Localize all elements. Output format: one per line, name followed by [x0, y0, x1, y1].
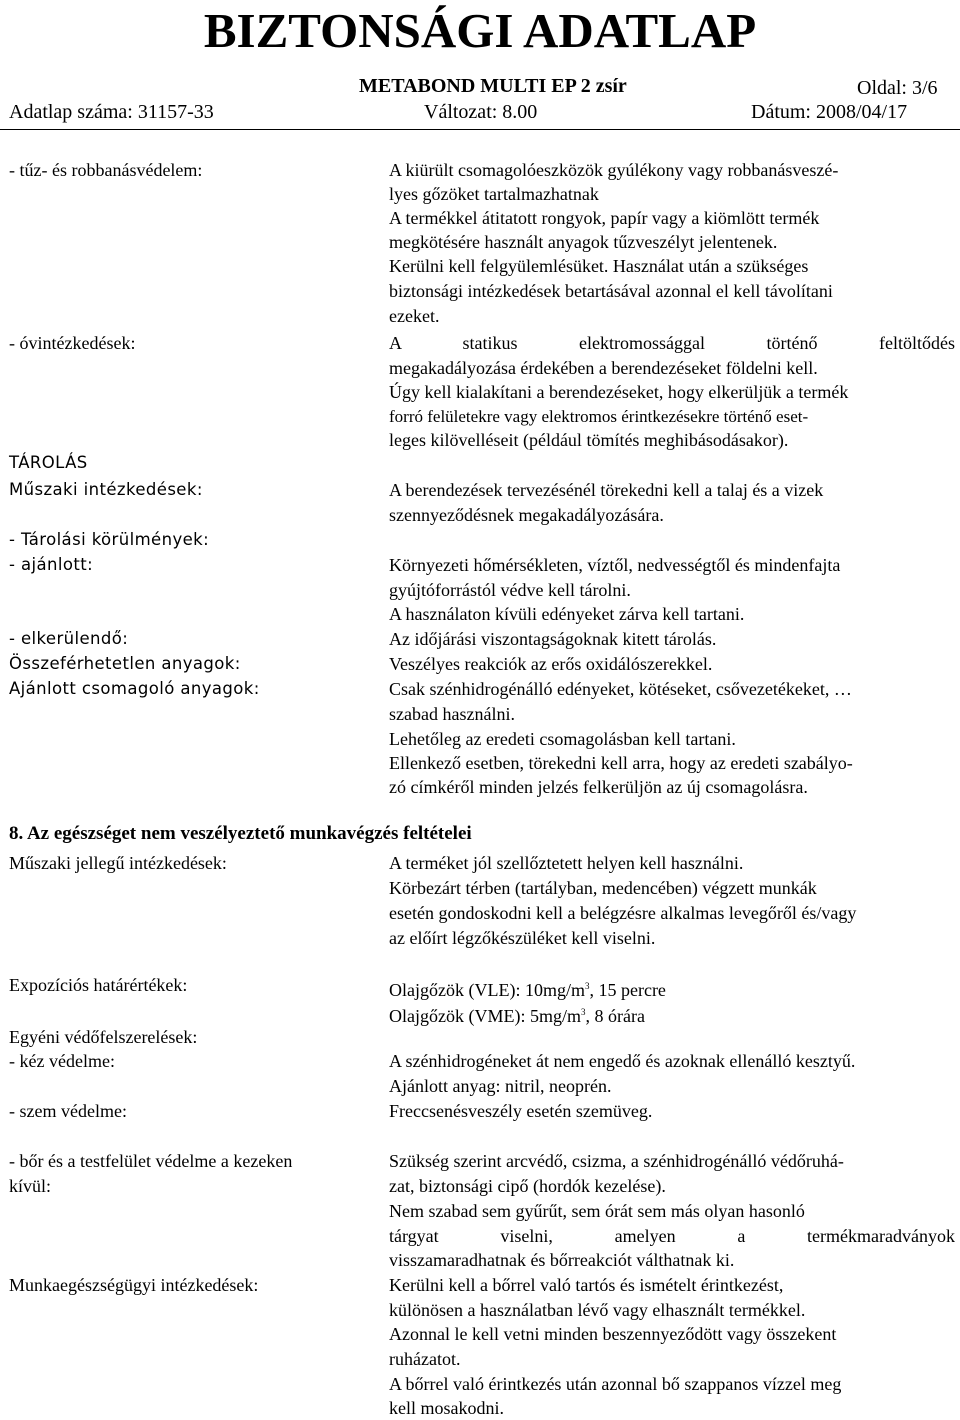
- storage-recommended-line: gyújtóforrástól védve kell tárolni.: [389, 580, 631, 600]
- page-number: Oldal: 3/6: [857, 77, 938, 99]
- skin-protection-label: - bőr és a testfelület védelme a kezeken: [9, 1151, 293, 1171]
- fire-line: megkötésére használt anyagok tűzveszélyt jelentenek.: [389, 232, 778, 252]
- packaging-line: szabad használni.: [389, 704, 515, 724]
- precautions-line: Úgy kell kialakítani a berendezéseket, hogy elkerüljük a termék: [389, 382, 849, 402]
- engineering-measures-label: Műszaki jellegű intézkedések:: [9, 853, 227, 873]
- skin-protection-line: tárgyat viselni, amelyen a termékmaradványok: [389, 1226, 955, 1246]
- hygiene-line: különösen a használatban lévő vagy elhasznált termékkel.: [389, 1300, 806, 1320]
- storage-recommended-line: A használaton kívüli edényeket zárva kell tartani.: [389, 604, 745, 624]
- hand-protection-line: Ajánlott anyag: nitril, neoprén.: [389, 1076, 612, 1096]
- fire-line: biztonsági intézkedések betartásával azonnal el kell távolítani: [389, 281, 833, 301]
- storage-recommended-label: - ajánlott:: [9, 555, 94, 574]
- product-name: METABOND MULTI EP 2 zsír: [359, 75, 627, 97]
- exposure-limits-label: Expozíciós határértékek:: [9, 975, 188, 995]
- skin-protection-line: Szükség szerint arcvédő, csizma, a szénhidrogénálló védőruhá-: [389, 1151, 844, 1171]
- version: Változat: 8.00: [424, 101, 538, 123]
- eye-protection-label: - szem védelme:: [9, 1101, 127, 1121]
- precautions-line: forró felületekre vagy elektromos érintkezésekre történő eset-: [389, 407, 809, 426]
- packaging-line: zó címkéről minden jelzés felkerüljön az új csomagolásra.: [389, 777, 808, 797]
- packaging-line: Lehetőleg az eredeti csomagolásban kell tartani.: [389, 729, 736, 749]
- hand-protection-label: - kéz védelme:: [9, 1051, 115, 1071]
- fire-line: ezeket.: [389, 306, 440, 326]
- precautions-line: megakadályozása érdekében a berendezéseket földelni kell.: [389, 358, 818, 378]
- hygiene-line: kell mosakodni.: [389, 1398, 504, 1418]
- engineering-line: az előírt légzőkészüléket kell viselni.: [389, 928, 656, 948]
- ppe-label: Egyéni védőfelszerelések:: [9, 1027, 198, 1047]
- engineering-line: Körbezárt térben (tartályban, medencében) végzett munkák: [389, 878, 817, 898]
- packaging-line: Ellenkező esetben, törekedni kell arra, hogy az eredeti szabályo-: [389, 753, 853, 773]
- fire-protection-label: - tűz- és robbanásvédelem:: [9, 160, 203, 180]
- storage-recommended-line: Környezeti hőmérsékleten, víztől, nedvességtől és mindenfajta: [389, 555, 841, 575]
- hygiene-line: Kerülni kell a bőrrel való tartós és ismételt érintkezést,: [389, 1275, 784, 1295]
- packaging-line: Csak szénhidrogénálló edényeket, kötéseket, csővezetékeket, …: [389, 679, 852, 699]
- skin-protection-line: zat, biztonsági cipő (hordók kezelése).: [389, 1176, 666, 1196]
- engineering-line: A terméket jól szellőztetett helyen kell használni.: [389, 853, 744, 873]
- exposure-vme: Olajgőzök (VME): $5mg/m^3$, 8 órára: [389, 1006, 645, 1026]
- incompatible-materials-text: Veszélyes reakciók az erős oxidálószerekkel.: [389, 654, 713, 674]
- packaging-label: Ajánlott csomagoló anyagok:: [9, 679, 260, 698]
- fire-line: A termékkel átitatott rongyok, papír vagy a kiömlött termék: [389, 208, 820, 228]
- storage-conditions-label: - Tárolási körülmények:: [9, 530, 210, 549]
- fire-line: A kiürült csomagolóeszközök gyúlékony vagy robbanásveszé-: [389, 160, 839, 180]
- fire-line: lyes gőzöket tartalmazhatnak: [389, 184, 599, 204]
- storage-technical-line: szennyeződésnek megakadályozására.: [389, 505, 664, 525]
- precautions-label: - óvintézkedések:: [9, 333, 136, 353]
- incompatible-materials-label: Összeférhetetlen anyagok:: [9, 654, 241, 673]
- document-title: BIZTONSÁGI ADATLAP: [203, 3, 757, 58]
- header-divider: [0, 129, 960, 130]
- storage-avoid-text: Az időjárási viszontagságoknak kitett tárolás.: [389, 629, 717, 649]
- skin-protection-label-cont: kívül:: [9, 1176, 52, 1196]
- hygiene-line: A bőrrel való érintkezés után azonnal bő szappanos vízzel meg: [389, 1374, 842, 1394]
- date: Dátum: 2008/04/17: [751, 101, 908, 123]
- hygiene-measures-label: Munkaegészségügyi intézkedések:: [9, 1275, 259, 1295]
- hygiene-line: ruházatot.: [389, 1349, 461, 1369]
- precautions-line: A statikus elektromossággal történő feltöltődés: [389, 333, 955, 353]
- storage-technical-line: A berendezések tervezésénél törekedni kell a talaj és a vizek: [389, 480, 824, 500]
- skin-protection-line: visszamaradhatnak és bőrreakciót válthatnak ki.: [389, 1250, 735, 1270]
- storage-avoid-label: - elkerülendő:: [9, 629, 129, 648]
- storage-technical-label: Műszaki intézkedések:: [9, 480, 203, 499]
- hygiene-line: Azonnal le kell vetni minden beszennyeződött vagy összekent: [389, 1324, 837, 1344]
- eye-protection-text: Freccsenésveszély esetén szemüveg.: [389, 1101, 653, 1121]
- storage-heading: TÁROLÁS: [9, 453, 88, 472]
- fire-line: Kerülni kell felgyülemlésüket. Használat után a szükséges: [389, 256, 809, 276]
- skin-protection-line: Nem szabad sem gyűrűt, sem órát sem más olyan hasonló: [389, 1201, 805, 1221]
- section-8-heading: 8. Az egészséget nem veszélyeztető munkavégzés feltételei: [9, 823, 472, 844]
- hand-protection-line: A szénhidrogéneket át nem engedő és azoknak ellenálló kesztyű.: [389, 1051, 856, 1071]
- engineering-line: esetén gondoskodni kell a belégzésre alkalmas levegőről és/vagy: [389, 903, 857, 923]
- precautions-line: leges kilövelléseit (például tömítés meghibásodásakor).: [389, 430, 789, 450]
- sheet-number: Adatlap száma: 31157-33: [9, 101, 214, 123]
- exposure-vle: Olajgőzök (VLE): $10mg/m^3$, 15 percre: [389, 980, 666, 1000]
